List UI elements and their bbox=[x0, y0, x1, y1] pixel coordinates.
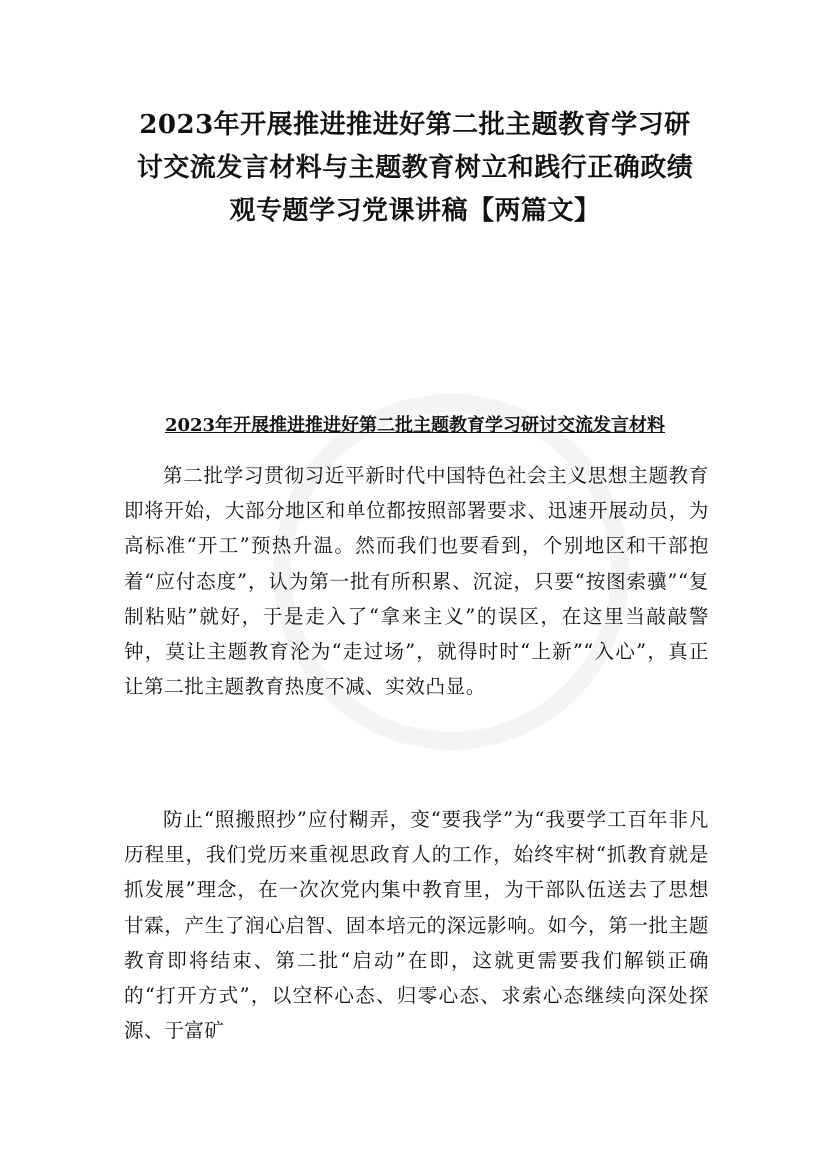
body-paragraph-2: 防止“照搬照抄”应付糊弄，变“要我学”为“我要学工百年非凡历程里，我们党历来重视思政育人的工作，始终牢树“抓教育就是抓发展”理念，在一次次党内集中教育里，为干部队伍送去了思想甘霖，产生了润心启智、固本培元的深远影响。如今，第一批主题教育即将结束、第二批“启动”在即，这就更需要我们解锁正确的“打开方式”，以空杯心态、归零心态、求索心态继续向深处探源、于富矿 bbox=[124, 808, 709, 1043]
section-heading: 2023年开展推进推进好第二批主题教育学习研讨交流发言材料 bbox=[164, 415, 666, 436]
body-paragraph-1: 第二批学习贯彻习近平新时代中国特色社会主义思想主题教育即将开始，大部分地区和单位都按照部署要求、迅速开展动员，为高标准“开工”预热升温。然而我们也要看到，个别地区和干部抱着“应付态度”，认为第一批有所积累、沉淀，只要“按图索骥”“复制粘贴”就好，于是走入了“拿来主义”的误区，在这里当敲敲警钟，莫让主题教育沦为“走过场”，就得时时“上新”“入心”，真正让第二批主题教育热度不减、实效凸显。 bbox=[124, 464, 709, 699]
document-title: 2023年开展推进推进好第二批主题教育学习研讨交流发言材料与主题教育树立和践行正确政绩观专题学习党课讲稿【两篇文】 bbox=[136, 110, 694, 226]
